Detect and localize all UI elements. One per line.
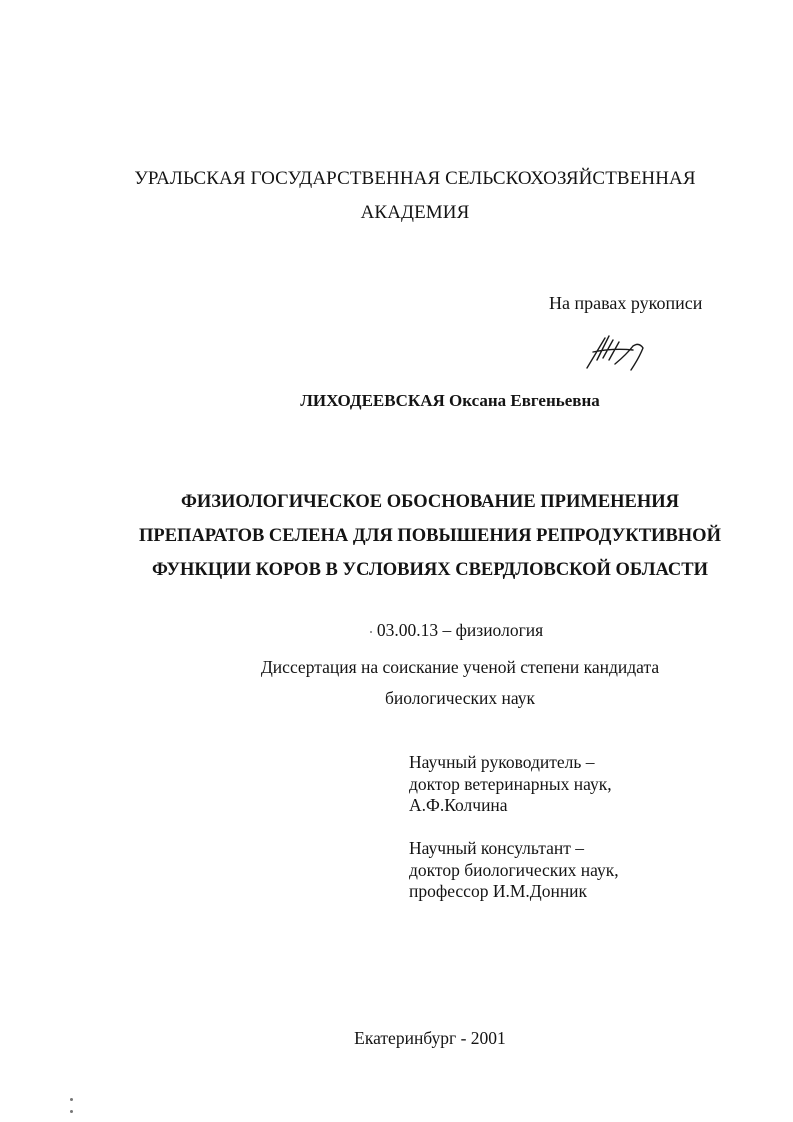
city-year: Екатеринбург - 2001 xyxy=(354,1028,506,1048)
consultant-name: профессор И.М.Донник xyxy=(409,881,588,901)
title-line-3: ФУНКЦИИ КОРОВ В УСЛОВИЯХ СВЕРДЛОВСКОЙ ОБЛАСТИ xyxy=(151,560,709,580)
degree-line-2: биологических наук xyxy=(384,688,536,708)
institution-line-2: АКАДЕМИЯ xyxy=(360,202,470,223)
specialty-code: 03.00.13 – физиология xyxy=(376,620,544,640)
handwritten-signature xyxy=(583,330,653,374)
dissertation-title xyxy=(110,485,750,587)
institution-line-1: УРАЛЬСКАЯ ГОСУДАРСТВЕННАЯ СЕЛЬСКОХОЗЯЙСТВЕННАЯ xyxy=(134,168,696,189)
scientific-supervisor xyxy=(409,752,612,817)
scan-speck xyxy=(70,1110,73,1113)
degree-statement xyxy=(200,652,720,714)
consultant-role: Научный консультант – xyxy=(409,838,584,858)
scientific-consultant xyxy=(409,838,619,903)
consultant-degree: доктор биологических наук, xyxy=(409,859,619,880)
scan-speck xyxy=(70,1098,73,1101)
supervisor-role: Научный руководитель – xyxy=(409,752,595,772)
institution-name xyxy=(100,162,730,230)
author-name: ЛИХОДЕЕВСКАЯ Оксана Евгеньевна xyxy=(300,391,600,410)
supervisor-degree: доктор ветеринарных наук, xyxy=(409,773,612,794)
manuscript-rights-note: На правах рукописи xyxy=(549,293,703,313)
scan-speck xyxy=(370,631,372,633)
supervisor-name: А.Ф.Колчина xyxy=(409,795,508,815)
title-line-1: ФИЗИОЛОГИЧЕСКОЕ ОБОСНОВАНИЕ ПРИМЕНЕНИЯ xyxy=(180,492,680,512)
title-line-2: ПРЕПАРАТОВ СЕЛЕНА ДЛЯ ПОВЫШЕНИЯ РЕПРОДУКТИВНОЙ xyxy=(139,526,721,546)
degree-line-1: Диссертация на соискание ученой степени кандидата xyxy=(260,657,660,677)
